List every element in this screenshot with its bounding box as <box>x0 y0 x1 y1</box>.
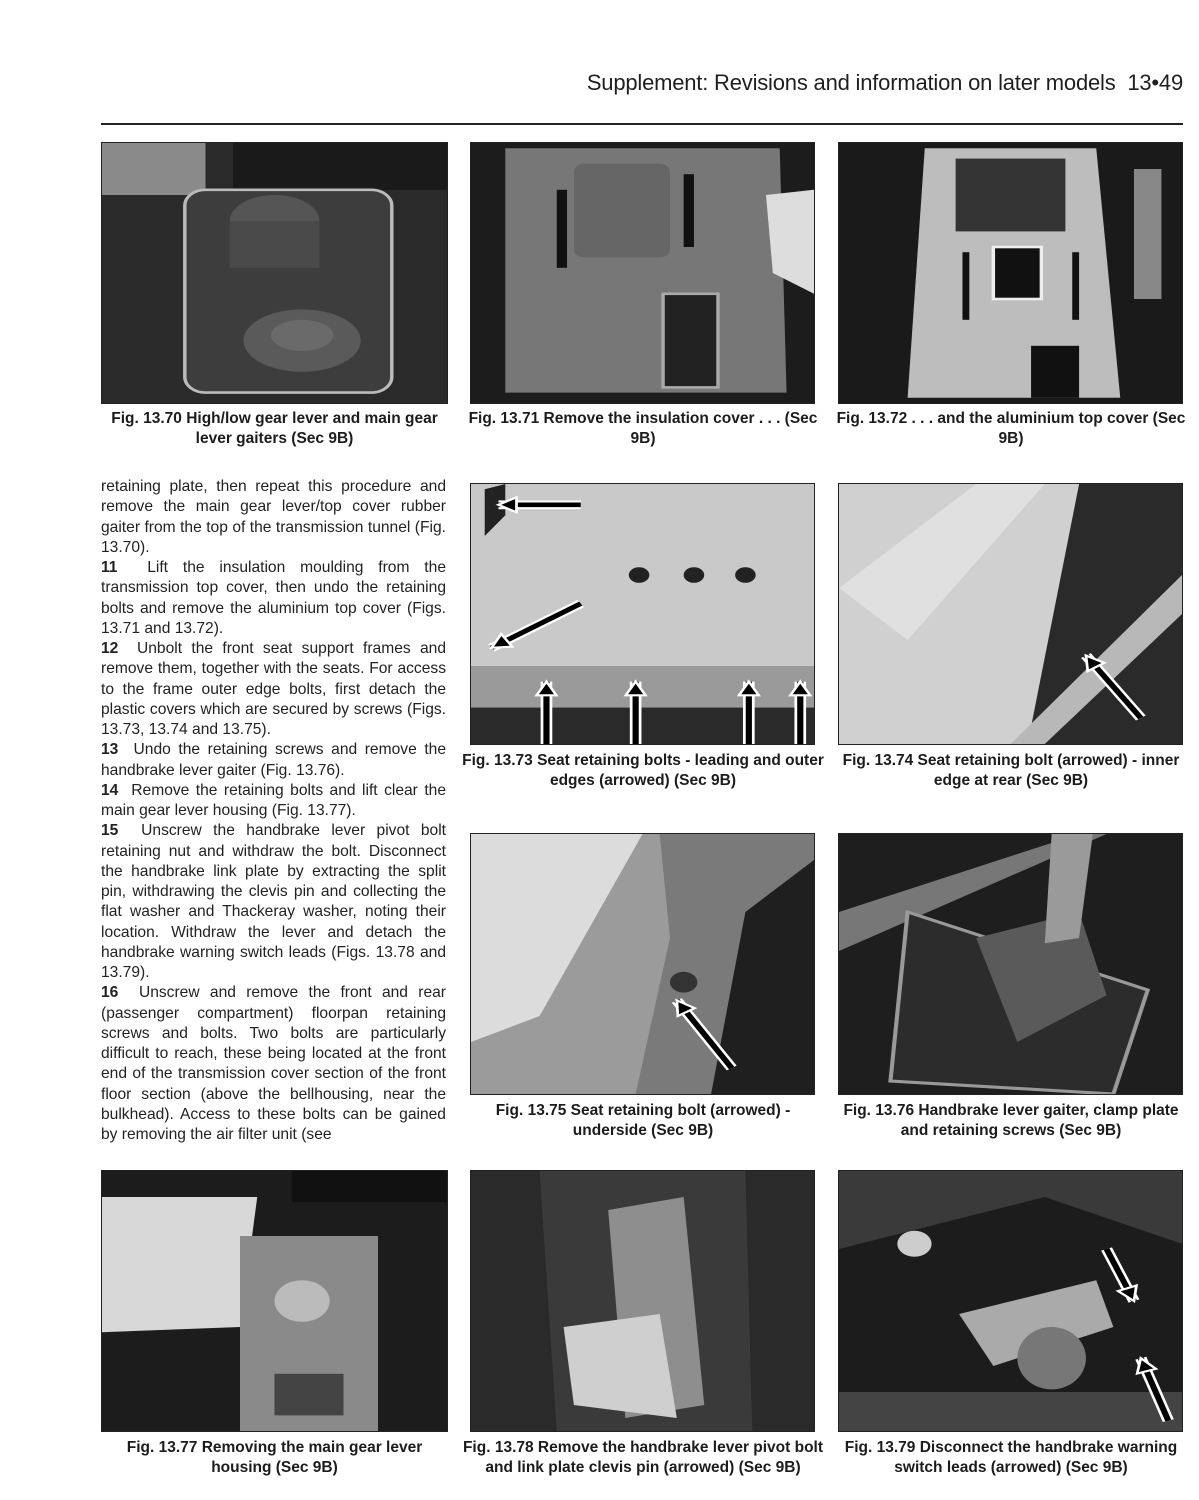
step-text: Undo the retaining screws and remove the handbrake lever gaiter (Fig. 13.76). <box>101 741 446 779</box>
switch-leads-photo <box>838 1170 1183 1432</box>
step-paragraph <box>101 639 446 740</box>
gear-lever-gaiters-photo <box>101 142 448 404</box>
aluminium-top-cover-photo <box>838 142 1183 404</box>
step-text: Lift the insulation moulding from the transmission top cover, then undo the retaining bolts and remove the aluminium top cover (Figs. 13.71 and 13.72). <box>101 559 446 637</box>
photo-art <box>839 143 1182 403</box>
step-text: Unscrew the handbrake lever pivot bolt retaining nut and withdraw the bolt. Disconnect the handbrake link plate by extracting the split pin, withdrawing the clevis pin and collecting the flat washer and Thackeray washer, noting their location. Withdraw the lever and detach the handbrake warning switch leads (Figs. 13.78 and 13.79). <box>101 822 446 981</box>
step-number: 12 <box>101 640 119 657</box>
figure-caption: Fig. 13.78 Remove the handbrake lever pivot bolt and link plate clevis pin (arrowed) (Sec 9B) <box>462 1439 824 1476</box>
page-number: 13•49 <box>1127 70 1183 95</box>
figure-caption: Fig. 13.76 Handbrake lever gaiter, clamp plate and retaining screws (Sec 9B) <box>843 1102 1179 1139</box>
step-number: 11 <box>101 559 118 576</box>
figure-caption: Fig. 13.72 . . . and the aluminium top cover (Sec 9B) <box>836 410 1186 447</box>
step-number: 14 <box>101 781 119 799</box>
step-paragraph <box>101 558 446 639</box>
figure-caption: Fig. 13.70 High/low gear lever and main gear lever gaiters (Sec 9B) <box>111 410 438 447</box>
photo-art <box>102 1171 447 1431</box>
running-header <box>587 70 1183 96</box>
handbrake-pivot-photo <box>470 1170 815 1432</box>
step-paragraph <box>101 821 446 983</box>
header-rule <box>101 123 1183 125</box>
body-text-column <box>101 477 446 1145</box>
photo-art <box>471 1171 814 1431</box>
step-number: 15 <box>101 822 119 840</box>
gear-lever-housing-photo <box>101 1170 448 1432</box>
photo-art <box>839 1171 1182 1431</box>
seat-inner-bolt-photo <box>838 483 1183 745</box>
handbrake-gaiter-photo <box>838 833 1183 1095</box>
photo-art <box>102 143 447 403</box>
figure-caption: Fig. 13.74 Seat retaining bolt (arrowed) - inner edge at rear (Sec 9B) <box>842 752 1180 789</box>
photo-art <box>839 484 1182 744</box>
chapter-title: Supplement: Revisions and information on later models <box>586 70 1116 95</box>
photo-art <box>471 484 814 744</box>
step-paragraph <box>101 983 446 1145</box>
photo-art <box>471 143 814 403</box>
insulation-cover-photo <box>470 142 815 404</box>
figure-caption: Fig. 13.75 Seat retaining bolt (arrowed) - underside (Sec 9B) <box>495 1102 791 1139</box>
step-paragraph <box>101 740 446 781</box>
step-number: 16 <box>101 984 119 1002</box>
seat-frame-bolts-photo <box>470 483 815 745</box>
step-text: Unbolt the front seat support frames and remove them, together with the seats. For access to the frame outer edge bolts, first detach the plastic covers which are secured by screws (Figs. 13.73, 13.74 and 13.75). <box>101 640 446 738</box>
step-text: Remove the retaining bolts and lift clear the main gear lever housing (Fig. 13.77). <box>101 781 446 819</box>
step-number: 13 <box>101 741 119 759</box>
photo-art <box>839 834 1182 1094</box>
seat-underside-bolt-photo <box>470 833 815 1095</box>
photo-art <box>471 834 814 1094</box>
figure-caption: Fig. 13.79 Disconnect the handbrake warning switch leads (arrowed) (Sec 9B) <box>844 1439 1178 1476</box>
figure-caption: Fig. 13.71 Remove the insulation cover . . . (Sec 9B) <box>468 410 818 447</box>
figure-caption: Fig. 13.73 Seat retaining bolts - leading and outer edges (arrowed) (Sec 9B) <box>462 752 824 789</box>
step-text: Unscrew and remove the front and rear (passenger compartment) floorpan retaining screws and bolts. Two bolts are particularly difficult to reach, these being located at the front end of the transmission cover section of the front floor section (above the bellhousing, near the bulkhead). Access to these bolts can be gained by removing the air filter unit (see <box>101 984 446 1143</box>
step-paragraph <box>101 781 446 822</box>
figure-caption: Fig. 13.77 Removing the main gear lever housing (Sec 9B) <box>126 1439 423 1476</box>
continuation-paragraph: retaining plate, then repeat this procedure and remove the main gear lever/top cover rubber gaiter from the top of the transmission tunnel (Fig. 13.70). <box>101 478 446 556</box>
